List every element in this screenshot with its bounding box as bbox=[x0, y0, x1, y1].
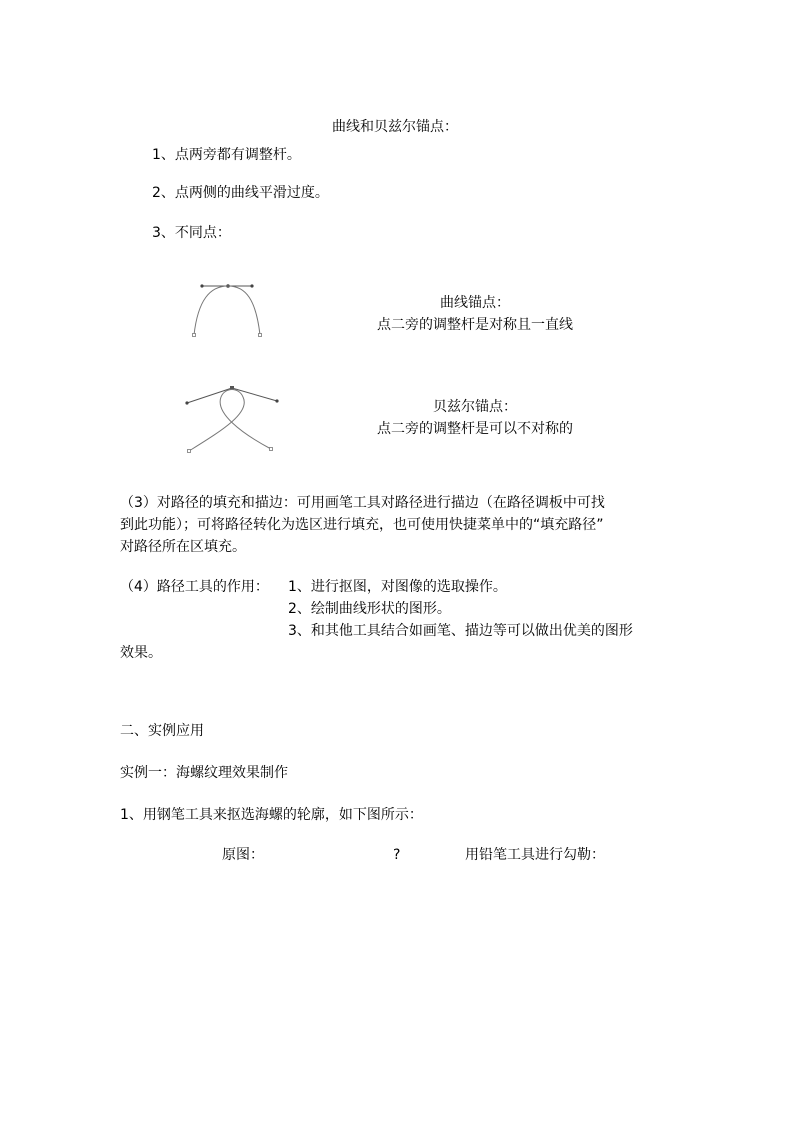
curve-handle-left bbox=[200, 284, 203, 287]
curve-anchor-figure bbox=[188, 280, 268, 340]
point-2: 2、点两侧的曲线平滑过度。 bbox=[152, 185, 329, 201]
para4-lead: （4）路径工具的作用： bbox=[120, 579, 269, 595]
caption-pencil: 用铅笔工具进行勾勒： bbox=[465, 847, 605, 863]
bezier-handle-left bbox=[185, 401, 188, 404]
curve-anchor-desc: 点二旁的调整杆是对称且一直线 bbox=[377, 317, 573, 333]
example1-heading: 实例一：海螺纹理效果制作 bbox=[120, 765, 288, 781]
bezier-endpoint-left bbox=[188, 450, 191, 453]
para3-line1: （3）对路径的填充和描边：可用画笔工具对路径进行描边（在路径调板中可找 bbox=[120, 495, 605, 511]
section-heading: 曲线和贝兹尔锚点： bbox=[332, 119, 458, 135]
curve-path bbox=[194, 286, 260, 335]
bezier-anchor-desc: 点二旁的调整杆是可以不对称的 bbox=[377, 421, 573, 437]
bezier-handle-left-line bbox=[187, 388, 232, 403]
bezier-handle-right bbox=[275, 399, 278, 402]
section2-heading: 二、实例应用 bbox=[120, 723, 204, 739]
curve-handle-right bbox=[250, 284, 253, 287]
step1-text: 1、用钢笔工具来抠选海螺的轮廓，如下图所示： bbox=[120, 807, 423, 823]
para3-line2: 到此功能）；可将路径转化为选区进行填充，也可使用快捷菜单中的“填充路径” bbox=[120, 517, 604, 533]
para3-line3: 对路径所在区填充。 bbox=[120, 539, 246, 555]
bezier-anchor-title: 贝兹尔锚点： bbox=[433, 399, 517, 415]
curve-anchor-title: 曲线锚点： bbox=[440, 295, 510, 311]
point-3: 3、不同点： bbox=[152, 225, 231, 241]
caption-original: 原图： bbox=[222, 847, 264, 863]
bezier-handle-right-line bbox=[232, 388, 277, 401]
point-1: 1、点两旁都有调整杆。 bbox=[152, 147, 301, 163]
caption-arrow: ? bbox=[393, 847, 401, 863]
bezier-anchor-figure bbox=[181, 383, 281, 455]
bezier-endpoint-right bbox=[270, 448, 273, 451]
para4-item1: 1、进行抠图，对图像的选取操作。 bbox=[288, 579, 507, 595]
curve-endpoint-right bbox=[259, 334, 262, 337]
curve-endpoint-left bbox=[193, 334, 196, 337]
para4-item3: 3、和其他工具结合如画笔、描边等可以做出优美的图形 bbox=[288, 623, 633, 639]
para4-item2: 2、绘制曲线形状的图形。 bbox=[288, 601, 451, 617]
para4-item3-cont: 效果。 bbox=[120, 645, 162, 661]
